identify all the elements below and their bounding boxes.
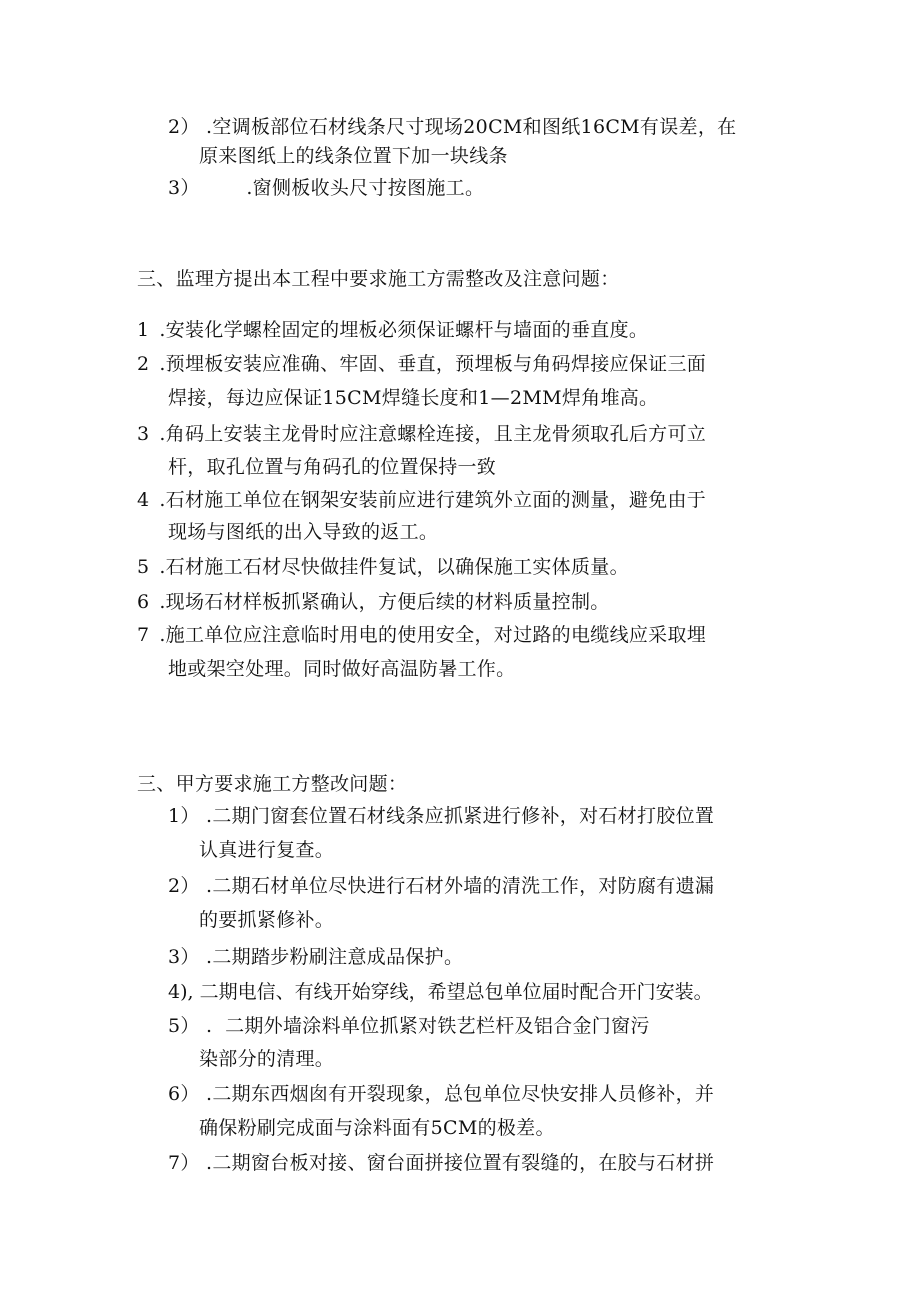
item-text-continuation: 现场与图纸的出入导致的返工。 xyxy=(168,521,439,543)
list-item xyxy=(137,555,629,579)
section-heading: 三、监理方提出本工程中要求施工方需整改及注意问题： xyxy=(137,268,620,290)
item-number: 7 xyxy=(137,624,150,646)
item-text: .二期石材单位尽快进行石材外墙的清洗工作，对防腐有遗漏 xyxy=(206,875,715,897)
list-item xyxy=(168,1082,714,1106)
item-number: 5） xyxy=(168,1015,200,1037)
item-number: 3 xyxy=(137,423,150,445)
item-text-continuation: 的要抓紧修补。 xyxy=(199,909,335,931)
list-item xyxy=(137,590,610,614)
item-text: . 二期外墙涂料单位抓紧对铁艺栏杆及铝合金门窗污 xyxy=(206,1015,650,1037)
item-text: .空调板部位石材线条尺寸现场20CM和图纸16CM有误差，在 xyxy=(206,116,737,138)
item-text: .预埋板安装应准确、牢固、垂直，预埋板与角码焊接应保证三面 xyxy=(159,353,707,375)
item-text: .窗侧板收头尺寸按图施工。 xyxy=(246,177,485,199)
item-number: 2） xyxy=(168,116,200,138)
item-number: 5 xyxy=(137,556,150,578)
list-item xyxy=(168,1151,714,1175)
item-number: 2 xyxy=(137,353,150,375)
list-item xyxy=(137,488,706,512)
item-text: .角码上安装主龙骨时应注意螺栓连接，且主龙骨须取孔后方可立 xyxy=(159,423,707,445)
item-number: 6 xyxy=(137,591,150,613)
item-text-continuation: 焊接，每边应保证15CM焊缝长度和1—2MM焊角堆高。 xyxy=(168,387,659,409)
item-text: .二期门窗套位置石材线条应抓紧进行修补，对石材打胶位置 xyxy=(206,805,715,827)
item-text-continuation: 杆，取孔位置与角码孔的位置保持一致 xyxy=(168,456,497,478)
list-item xyxy=(137,623,706,647)
item-text: .二期东西烟囱有开裂现象，总包单位尽快安排人员修补，并 xyxy=(206,1083,715,1105)
item-text-continuation: 认真进行复查。 xyxy=(199,839,335,861)
list-item xyxy=(168,874,714,898)
list-item xyxy=(137,352,706,376)
item-number: 3） xyxy=(168,177,200,199)
list-item xyxy=(168,1014,650,1038)
item-number: 1 xyxy=(137,319,150,341)
item-text: .二期窗台板对接、窗台面拼接位置有裂缝的，在胶与石材拼 xyxy=(206,1152,715,1174)
item-text: .石材施工单位在钢架安装前应进行建筑外立面的测量，避免由于 xyxy=(159,489,707,511)
list-item xyxy=(137,422,706,446)
item-text: .石材施工石材尽快做挂件复试，以确保施工实体质量。 xyxy=(159,556,629,578)
list-item xyxy=(137,318,648,342)
section-heading: 三、甲方要求施工方整改问题： xyxy=(137,773,408,795)
list-item xyxy=(168,945,463,969)
item-text-continuation: 确保粉刷完成面与涂料面有5CM的极差。 xyxy=(199,1117,555,1139)
item-text: .现场石材样板抓紧确认，方便后续的材料质量控制。 xyxy=(159,591,610,613)
item-number: 3） xyxy=(168,946,200,968)
list-item xyxy=(168,176,484,200)
item-number: 4 xyxy=(137,489,150,511)
item-text: .二期踏步粉刷注意成品保护。 xyxy=(206,946,464,968)
item-number: 6） xyxy=(168,1083,200,1105)
item-number: 1） xyxy=(168,805,200,827)
item-text-continuation: 染部分的清理。 xyxy=(199,1048,335,1070)
item-number: 7） xyxy=(168,1152,200,1174)
item-text-continuation: 原来图纸上的线条位置下加一块线条 xyxy=(199,145,508,167)
list-item xyxy=(168,804,714,828)
item-number: 2） xyxy=(168,875,200,897)
item-number: 4), xyxy=(168,981,194,1003)
item-text-continuation: 地或架空处理。同时做好高温防暑工作。 xyxy=(168,658,516,680)
list-item xyxy=(168,980,713,1004)
item-text: 二期电信、有线开始穿线，希望总包单位届时配合开门安装。 xyxy=(199,981,713,1003)
list-item xyxy=(168,115,736,139)
item-text: .安装化学螺栓固定的埋板必须保证螺杆与墙面的垂直度。 xyxy=(159,319,649,341)
item-text: .施工单位应注意临时用电的使用安全，对过路的电缆线应采取埋 xyxy=(159,624,707,646)
